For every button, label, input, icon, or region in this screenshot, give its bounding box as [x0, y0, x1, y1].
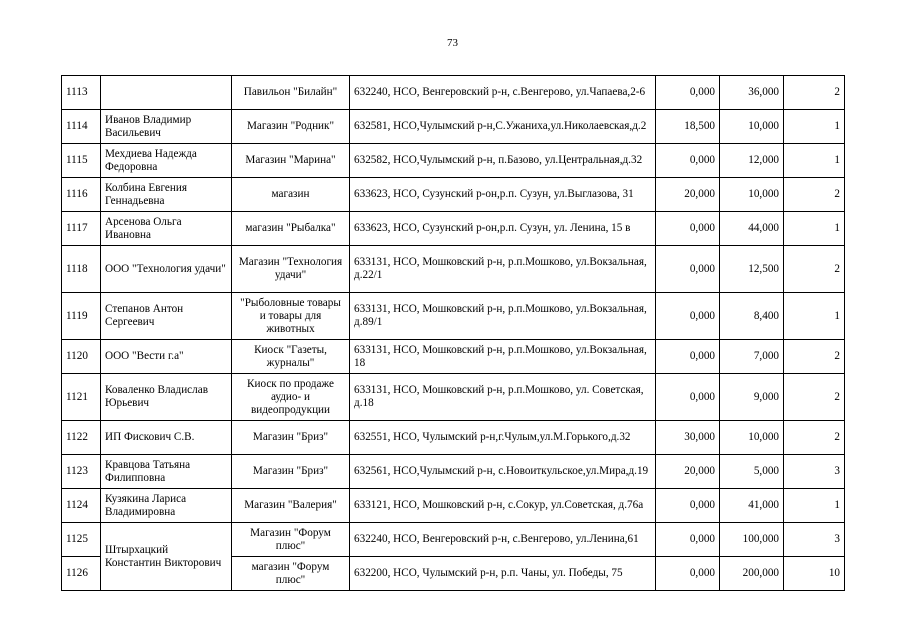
count-cell: 1 — [784, 110, 845, 144]
count-cell: 3 — [784, 455, 845, 489]
value-1-cell: 0,000 — [656, 374, 720, 421]
value-1-cell: 0,000 — [656, 76, 720, 110]
value-1-cell: 0,000 — [656, 557, 720, 591]
address-cell: 632240, НСО, Венгеровский р-н, с.Венгерово, ул.Чапаева,2-6 — [350, 76, 656, 110]
value-2-cell: 5,000 — [720, 455, 784, 489]
count-cell: 2 — [784, 421, 845, 455]
count-cell: 2 — [784, 374, 845, 421]
table-row — [62, 340, 845, 374]
value-1-cell: 20,000 — [656, 178, 720, 212]
owner-name-cell: ООО "Технология удачи" — [101, 246, 232, 293]
owner-name-cell: Арсенова Ольга Ивановна — [101, 212, 232, 246]
address-cell: 633131, НСО, Мошковский р-н, р.п.Мошково, ул.Вокзальная, д.89/1 — [350, 293, 656, 340]
value-1-cell: 0,000 — [656, 340, 720, 374]
value-2-cell: 10,000 — [720, 178, 784, 212]
table-row — [62, 455, 845, 489]
value-1-cell: 30,000 — [656, 421, 720, 455]
shop-name-cell: Магазин "Валерия" — [232, 489, 350, 523]
table-row — [62, 523, 845, 557]
shop-name-cell: магазин — [232, 178, 350, 212]
owner-name-cell: Степанов Антон Сергеевич — [101, 293, 232, 340]
table-row — [62, 246, 845, 293]
row-number-cell: 1125 — [62, 523, 101, 557]
value-2-cell: 41,000 — [720, 489, 784, 523]
table-row — [62, 76, 845, 110]
value-2-cell: 10,000 — [720, 110, 784, 144]
value-2-cell: 10,000 — [720, 421, 784, 455]
value-2-cell: 200,000 — [720, 557, 784, 591]
owner-name-cell: ООО "Вести г.а" — [101, 340, 232, 374]
row-number-cell: 1118 — [62, 246, 101, 293]
address-cell: 633623, НСО, Сузунский р-он,р.п. Сузун, ул.Выглазова, 31 — [350, 178, 656, 212]
address-cell: 632200, НСО, Чулымский р-н, р.п. Чаны, ул. Победы, 75 — [350, 557, 656, 591]
shop-name-cell: Магазин "Родник" — [232, 110, 350, 144]
row-number-cell: 1117 — [62, 212, 101, 246]
shop-name-cell: Павильон "Билайн" — [232, 76, 350, 110]
shop-name-cell: магазин "Рыбалка" — [232, 212, 350, 246]
shop-name-cell: Магазин "Марина" — [232, 144, 350, 178]
value-1-cell: 0,000 — [656, 523, 720, 557]
shop-name-cell: Киоск "Газеты, журналы" — [232, 340, 350, 374]
page-number: 73 — [447, 37, 458, 49]
row-number-cell: 1120 — [62, 340, 101, 374]
value-2-cell: 9,000 — [720, 374, 784, 421]
address-cell: 633131, НСО, Мошковский р-н, р.п.Мошково, ул.Вокзальная, 18 — [350, 340, 656, 374]
owner-name-cell: Колбина Евгения Геннадьевна — [101, 178, 232, 212]
address-cell: 632581, НСО,Чулымский р-н,С.Ужаниха,ул.Николаевская,д.2 — [350, 110, 656, 144]
address-cell: 633121, НСО, Мошковский р-н, с.Сокур, ул.Советская, д.76а — [350, 489, 656, 523]
value-2-cell: 100,000 — [720, 523, 784, 557]
owner-name-cell: Штырхацкий Константин Викторович — [101, 523, 232, 591]
value-2-cell: 44,000 — [720, 212, 784, 246]
count-cell: 2 — [784, 178, 845, 212]
row-number-cell: 1126 — [62, 557, 101, 591]
address-cell: 633623, НСО, Сузунский р-он,р.п. Сузун, ул. Ленина, 15 в — [350, 212, 656, 246]
address-cell: 632551, НСО, Чулымский р-н,г.Чулым,ул.М.Горького,д.32 — [350, 421, 656, 455]
row-number-cell: 1121 — [62, 374, 101, 421]
owner-name-cell: Кравцова Татьяна Филипповна — [101, 455, 232, 489]
row-number-cell: 1113 — [62, 76, 101, 110]
shop-name-cell: Киоск по продаже аудио- и видеопродукции — [232, 374, 350, 421]
table-row — [62, 489, 845, 523]
table-row — [62, 178, 845, 212]
address-cell: 633131, НСО, Мошковский р-н, р.п.Мошково, ул. Советская, д.18 — [350, 374, 656, 421]
count-cell: 2 — [784, 76, 845, 110]
count-cell: 1 — [784, 212, 845, 246]
row-number-cell: 1123 — [62, 455, 101, 489]
count-cell: 10 — [784, 557, 845, 591]
table-row — [62, 374, 845, 421]
count-cell: 2 — [784, 340, 845, 374]
table-row — [62, 144, 845, 178]
value-1-cell: 0,000 — [656, 489, 720, 523]
row-number-cell: 1119 — [62, 293, 101, 340]
owner-name-cell: Кузякина Лариса Владимировна — [101, 489, 232, 523]
shop-name-cell: магазин "Форум плюс" — [232, 557, 350, 591]
row-number-cell: 1124 — [62, 489, 101, 523]
value-1-cell: 0,000 — [656, 144, 720, 178]
value-2-cell: 36,000 — [720, 76, 784, 110]
address-cell: 632561, НСО,Чулымский р-н, с.Новоиткульское,ул.Мира,д.19 — [350, 455, 656, 489]
value-1-cell: 0,000 — [656, 212, 720, 246]
registry-table — [61, 75, 845, 591]
value-1-cell: 20,000 — [656, 455, 720, 489]
value-1-cell: 18,500 — [656, 110, 720, 144]
shop-name-cell: Магазин "Бриз" — [232, 421, 350, 455]
shop-name-cell: "Рыболовные товары и товары для животных — [232, 293, 350, 340]
address-cell: 633131, НСО, Мошковский р-н, р.п.Мошково, ул.Вокзальная, д.22/1 — [350, 246, 656, 293]
owner-name-cell: Коваленко Владислав Юрьевич — [101, 374, 232, 421]
owner-name-cell: Мехдиева Надежда Федоровна — [101, 144, 232, 178]
count-cell: 3 — [784, 523, 845, 557]
address-cell: 632240, НСО, Венгеровский р-н, с.Венгерово, ул.Ленина,61 — [350, 523, 656, 557]
table-row — [62, 421, 845, 455]
count-cell: 1 — [784, 489, 845, 523]
address-cell: 632582, НСО,Чулымский р-н, п.Базово, ул.Центральная,д.32 — [350, 144, 656, 178]
table-row — [62, 212, 845, 246]
shop-name-cell: Магазин "Бриз" — [232, 455, 350, 489]
count-cell: 1 — [784, 293, 845, 340]
value-2-cell: 8,400 — [720, 293, 784, 340]
value-2-cell: 12,000 — [720, 144, 784, 178]
value-2-cell: 7,000 — [720, 340, 784, 374]
value-1-cell: 0,000 — [656, 246, 720, 293]
value-1-cell: 0,000 — [656, 293, 720, 340]
owner-name-cell: ИП Фискович С.В. — [101, 421, 232, 455]
row-number-cell: 1116 — [62, 178, 101, 212]
owner-name-cell: Иванов Владимир Васильевич — [101, 110, 232, 144]
owner-name-cell — [101, 76, 232, 110]
row-number-cell: 1115 — [62, 144, 101, 178]
shop-name-cell: Магазин "Форум плюс" — [232, 523, 350, 557]
value-2-cell: 12,500 — [720, 246, 784, 293]
row-number-cell: 1114 — [62, 110, 101, 144]
table-row — [62, 293, 845, 340]
registry-table-body — [62, 76, 845, 591]
count-cell: 1 — [784, 144, 845, 178]
table-row — [62, 110, 845, 144]
shop-name-cell: Магазин "Технология удачи" — [232, 246, 350, 293]
row-number-cell: 1122 — [62, 421, 101, 455]
count-cell: 2 — [784, 246, 845, 293]
